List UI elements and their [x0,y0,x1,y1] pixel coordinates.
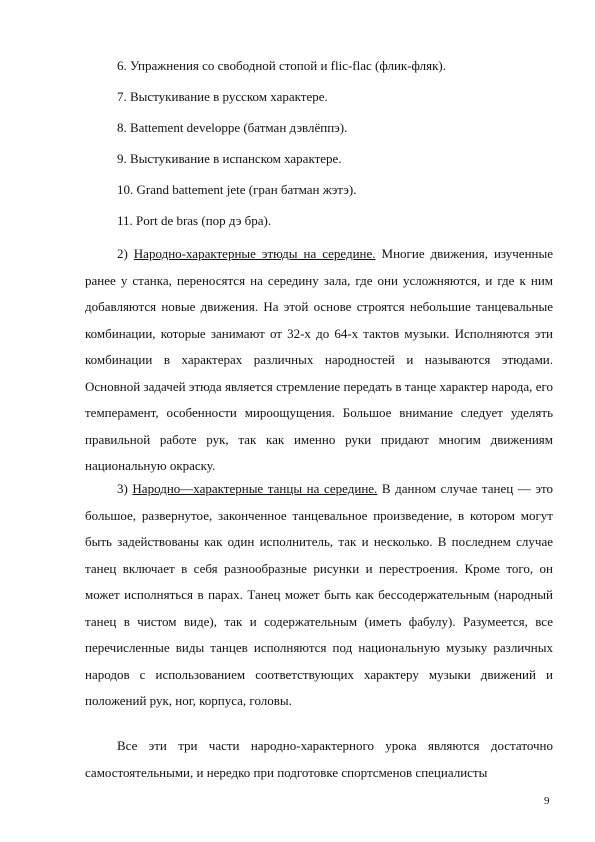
paragraph-lead-number: 2) [117,246,134,261]
paragraph-dances [85,476,553,715]
list-item: 6. Упражнения со свободной стопой и flic-flac (флик-фляк). [117,58,447,73]
paragraph-heading: Народно-характерные этюды на середине. [133,246,376,261]
list-item: 11. Port de bras (пор дэ бра). [117,213,272,228]
paragraph-body: В данном случае танец — это большое, развернутое, законченное танцевальное произведение, в котором могут быть задействованы как один исполнитель, так и несколько. В последнем случае танец включает в себя разнообразные рисунки и перестроения. Кроме того, он может исполняться в парах. Танец может быть как бессодержательным (народный танец в чистом виде), так и содержательным (иметь фабулу). Разумеется, все перечисленные виды танцев исполняются под национальную музыку различных народов с использованием соответствующих характеру музыки движений и положений рук, ног, корпуса, головы. [85,481,553,708]
paragraph-heading: Народно—характерные танцы на середине. [132,481,378,496]
list-item: 8. Battement developpe (батман дэвлёппэ). [117,120,348,135]
list-item: 10. Grand battement jete (гран батман жэтэ). [117,182,357,197]
page-number: 9 [544,795,550,807]
paragraph-conclusion [85,733,553,786]
paragraph-body: Все эти три части народно-характерного урока являются достаточно самостоятельными, и нередко при подготовке спортсменов специалисты [85,738,553,780]
paragraph-etudes [85,241,553,480]
paragraph-lead-number: 3) [117,481,133,496]
list-item: 9. Выстукивание в испанском характере. [117,151,342,166]
paragraph-body: Многие движения, изученные ранее у станка, переносятся на середину зала, где они усложняются, и где к ним добавляются новые движения. На этой основе строятся небольшие танцевальные комбинации, которые занимают от 32-х до 64-х тактов музыки. Исполняются эти комбинации в характерах различных народностей и называются этюдами. Основной задачей этюда является стремление передать в танце характер народа, его темперамент, особенности мироощущения. Большое внимание следует уделять правильной работе рук, так как именно руки придают многим движениям национальную окраску. [85,246,553,473]
list-item: 7. Выстукивание в русском характере. [117,89,328,104]
